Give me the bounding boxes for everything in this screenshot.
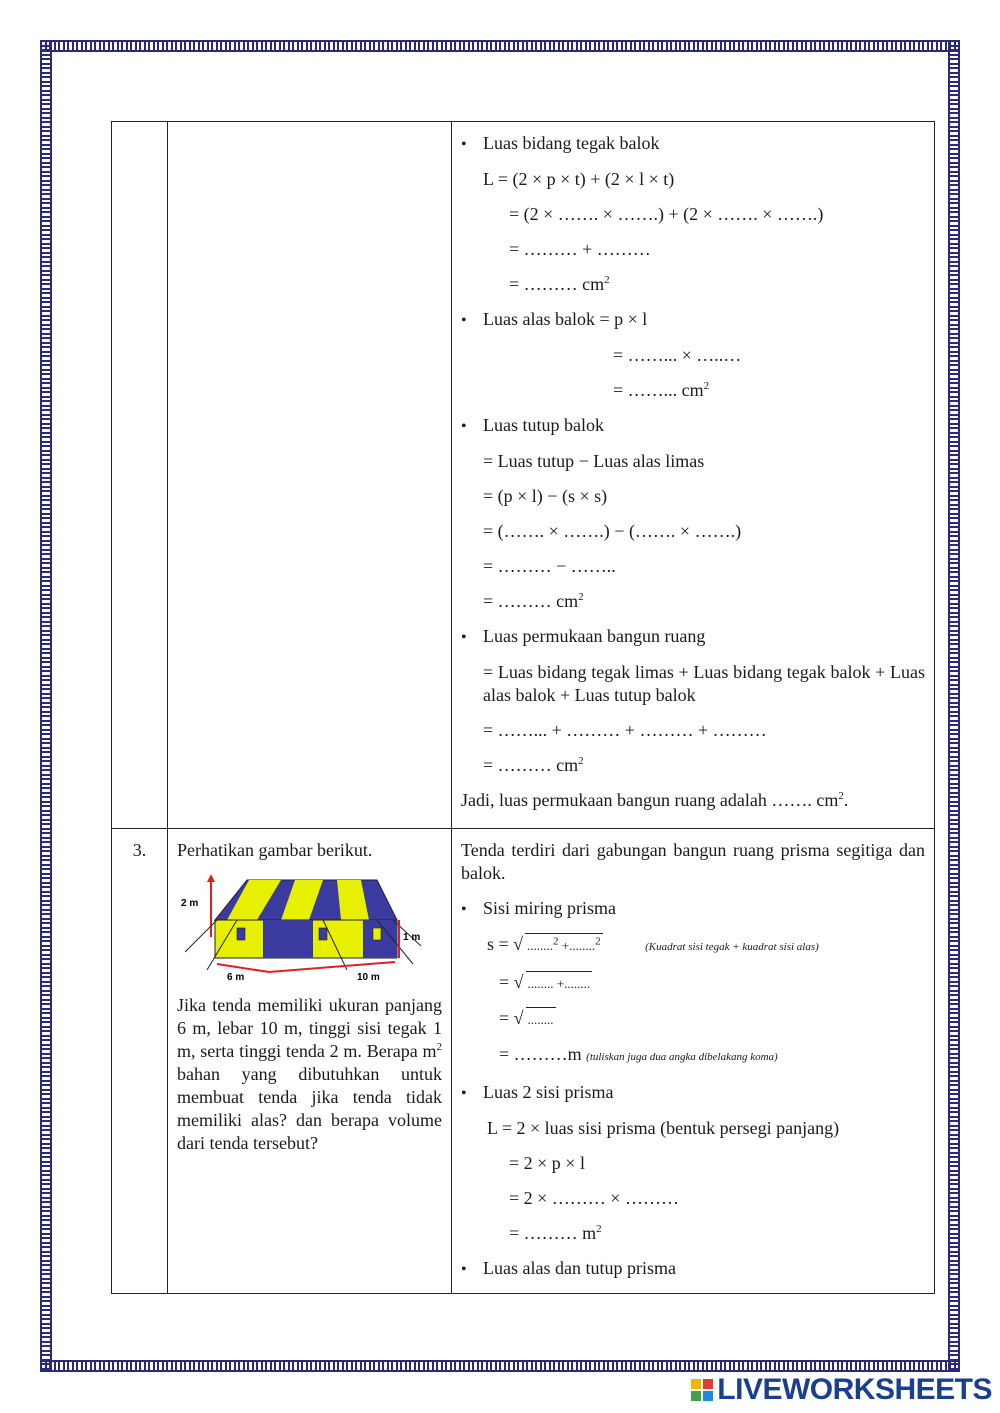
equation-line: = 2 × p × l: [509, 1153, 585, 1173]
equation-line: = Luas tutup − Luas alas limas: [483, 451, 705, 471]
equation-line: L = 2 × luas sisi prisma (bentuk persegi panjang): [487, 1118, 840, 1138]
equation-line: = ……... $cm^2$: [613, 380, 710, 400]
equation-line: = (……. × …….) − (……. × …….): [483, 521, 742, 541]
equation-line: = ……… $cm^2$: [483, 755, 584, 775]
equation-line: = ……… + ………: [509, 239, 651, 259]
question-intro: Perhatikan gambar berikut.: [177, 840, 373, 860]
border-left: [40, 40, 52, 1372]
question-number: 3.: [112, 829, 168, 1294]
bullet-item: • Sisi miring prisma: [461, 898, 617, 918]
border-right: [948, 40, 960, 1372]
equation-line: = ………m (tuliskan juga dua angka dibelakang koma): [499, 1044, 778, 1064]
answer-cell: [452, 829, 935, 1294]
question-cell: [168, 829, 452, 1294]
answer-intro: Tenda terdiri dari gabungan bangun ruang prisma segitiga dan balok.: [461, 840, 925, 883]
equation-line: = ……… − ……..: [483, 556, 616, 576]
table-row: [112, 829, 935, 1294]
tent-figure: [177, 872, 442, 988]
question-text: Jika tenda memiliki ukuran panjang 6 m, lebar 10 m, tinggi sisi tegak 1 m, serta tinggi tenda 2 m. Berapa $m^2$ bahan yang dibutuhkan untuk membuat tenda jika tenda tidak memiliki alas? dan berapa volume dari tenda tersebut?: [177, 995, 442, 1153]
equation-line: s = √ ........$^2$ +........$^2$ (Kuadrat sisi tegak + kuadrat sisi alas): [487, 933, 925, 959]
note: (Kuadrat sisi tegak + kuadrat sisi alas): [645, 941, 819, 953]
brand-name: LIVEWORKSHEETS: [717, 1373, 992, 1406]
equation-line: = 2 × ……… × ………: [509, 1188, 679, 1208]
tent-label-width: 10 m: [357, 972, 380, 982]
bullet-item: • Luas 2 sisi prisma: [461, 1082, 614, 1102]
equation-line: = ……… $cm^2$: [483, 591, 584, 611]
liveworksheets-logo: [691, 1373, 992, 1407]
equation-line: = ……... + ……… + ……… + ………: [483, 720, 767, 740]
equation-line: = ……… $m^2$: [509, 1223, 602, 1243]
worksheet-table: [111, 121, 935, 1294]
border-top: [40, 40, 960, 52]
conclusion: Jadi, luas permukaan bangun ruang adalah ……. $cm^2$.: [461, 790, 849, 810]
tent-label-side: 1 m: [403, 932, 421, 943]
bullet-item: • Luas alas dan tutup prisma: [461, 1258, 676, 1278]
border-bottom: [40, 1360, 960, 1372]
equation-line: = (2 × ……. × …….) + (2 × ……. × …….): [509, 204, 824, 224]
equation-line: = Luas bidang tegak limas + Luas bidang tegak balok + Luas alas balok + Luas tutup balok: [483, 662, 925, 705]
equation-line: = ……... × …..…: [613, 345, 742, 365]
answer-cell: [452, 122, 935, 829]
equation-line: = √ ........: [499, 1007, 925, 1031]
equation-line: = (p × l) − (s × s): [483, 486, 608, 506]
number-cell: [112, 122, 168, 829]
answer-steps: [461, 132, 925, 777]
logo-icon: [691, 1379, 713, 1401]
equation-line: L = (2 × p × t) + (2 × l × t): [483, 169, 675, 189]
tent-label-height: 2 m: [181, 898, 199, 909]
tent-label-length: 6 m: [227, 972, 245, 982]
equation-line: = ……… $cm^2$: [509, 274, 610, 294]
bullet-item: • Luas alas balok = p × l: [461, 309, 648, 329]
bullet-item: • Luas permukaan bangun ruang: [461, 626, 706, 646]
bullet-item: • Luas tutup balok: [461, 415, 604, 435]
bullet-item: • Luas bidang tegak balok: [461, 133, 660, 153]
table-row: [112, 122, 935, 829]
equation-line: = √ ........ +........: [499, 971, 925, 995]
question-cell: [168, 122, 452, 829]
